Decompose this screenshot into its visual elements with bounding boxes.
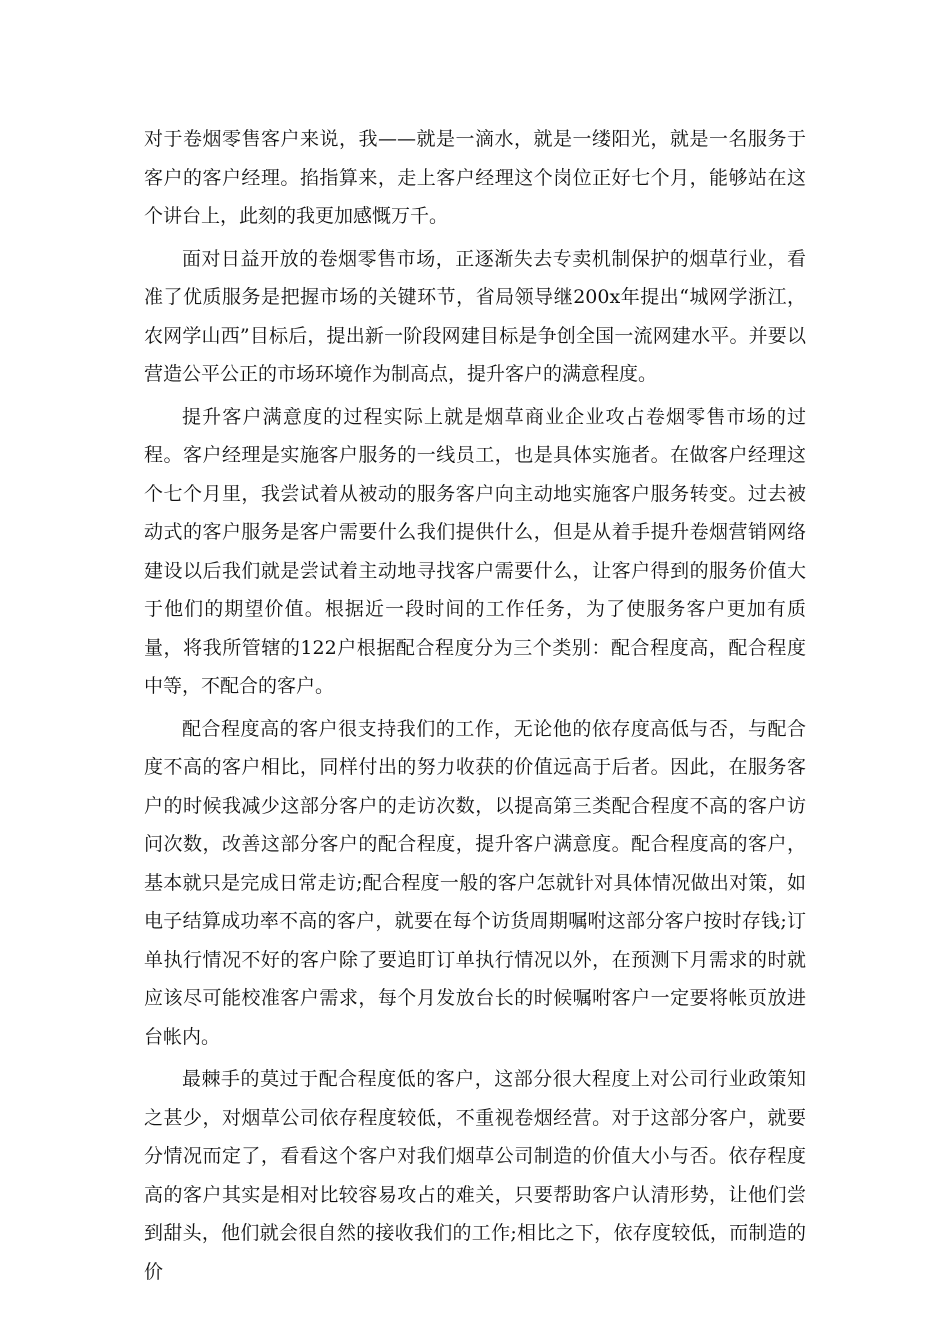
document-body [144, 120, 806, 1295]
paragraph-3: 提升客户满意度的过程实际上就是烟草商业企业攻占卷烟零售市场的过程。客户经理是实施客户服务的一线员工，也是具体实施者。在做客户经理这个七个月里，我尝试着从被动的服务客户向主动地实施客户服务转变。过去被动式的客户服务是客户需要什么我们提供什么，但是从着手提升卷烟营销网络建设以后我们就是尝试着主动地寻找客户需要什么，让客户得到的服务价值大于他们的期望价值。根据近一段时间的工作任务，为了使服务客户更加有质量，将我所管辖的122户根据配合程度分为三个类别：配合程度高，配合程度中等，不配合的客户。 [144, 405, 806, 697]
paragraph-4: 配合程度高的客户很支持我们的工作，无论他的依存度高低与否，与配合度不高的客户相比，同样付出的努力收获的价值远高于后者。因此，在服务客户的时候我减少这部分客户的走访次数，以提高第三类配合程度不高的客户访问次数，改善这部分客户的配合程度，提升客户满意度。配合程度高的客户，基本就只是完成日常走访;配合程度一般的客户怎就针对具体情况做出对策，如电子结算成功率不高的客户，就要在每个访货周期嘱咐这部分客户按时存钱;订单执行情况不好的客户除了要追盯订单执行情况以外，在预测下月需求的时就应该尽可能校准客户需求，每个月发放台长的时候嘱咐客户一定要将帐页放进台帐内。 [144, 717, 806, 1048]
paragraph-2: 面对日益开放的卷烟零售市场，正逐渐失去专卖机制保护的烟草行业，看准了优质服务是把握市场的关键环节，省局领导继200x年提出“城网学浙江，农网学山西”目标后，提出新一阶段网建目标是争创全国一流网建水平。并要以营造公平公正的市场环境作为制高点，提升客户的满意程度。 [144, 247, 806, 385]
paragraph-5: 最棘手的莫过于配合程度低的客户，这部分很大程度上对公司行业政策知之甚少，对烟草公司依存程度较低，不重视卷烟经营。对于这部分客户，就要分情况而定了，看看这个客户对我们烟草公司制造的价值大小与否。依存程度高的客户其实是相对比较容易攻占的难关，只要帮助客户认清形势，让他们尝到甜头，他们就会很自然的接收我们的工作;相比之下，依存度较低，而制造的价 [144, 1068, 806, 1283]
paragraph-1: 对于卷烟零售客户来说，我——就是一滴水，就是一缕阳光，就是一名服务于客户的客户经理。掐指算来，走上客户经理这个岗位正好七个月，能够站在这个讲台上，此刻的我更加感慨万千。 [144, 128, 806, 227]
